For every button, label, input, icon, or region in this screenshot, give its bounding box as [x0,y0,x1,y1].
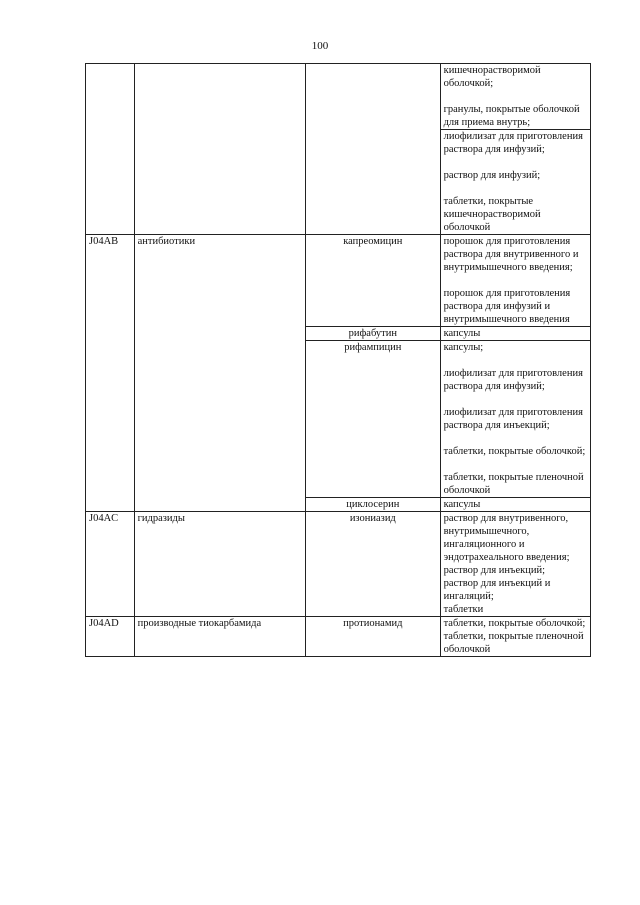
atc-code-cell: J04AB [86,235,135,512]
dosage-form: таблетки, покрытые кишечнорастворимой оболочкой [443,196,541,233]
page-number: 100 [311,40,329,52]
drug-name-cell: изониазид [306,512,441,617]
table-row [86,617,591,657]
dosage-form: капсулы [443,328,481,339]
atc-code-cell: J04AD [86,617,135,657]
dosage-form: таблетки, покрытые оболочкой; [443,618,586,629]
drug-name-cell: капреомицин [306,235,441,327]
dosage-form: таблетки, покрытые пленочной оболочкой [443,631,584,655]
group-name-cell: производные тиокарбамида [134,617,305,657]
dosage-form: капсулы [443,499,481,510]
atc-code-cell: J04AC [86,512,135,617]
drug-name-cell: рифабутин [306,327,441,341]
drug-name-cell: протионамид [306,617,441,657]
table-row [86,64,591,130]
dosage-form-cell [440,341,590,498]
dosage-form-cell [440,64,590,130]
group-name-cell: антибиотики [134,235,305,512]
dosage-form: лиофилизат для приготовления раствора для инфузий; [443,131,583,155]
dosage-form-cell [440,498,590,512]
dosage-form-cell [440,327,590,341]
atc-code-cell [86,64,135,235]
drug-name-cell [306,64,441,235]
drug-name-cell: рифампицин [306,341,441,498]
dosage-form-cell [440,130,590,235]
group-name-cell [134,64,305,235]
dosage-form: капсулы; [443,342,484,353]
dosage-form: лиофилизат для приготовления раствора для инфузий; [443,368,583,392]
dosage-form: лиофилизат для приготовления раствора для инъекций; [443,407,583,431]
table-row [86,512,591,617]
dosage-form: гранулы, покрытые оболочкой для приема внутрь; [443,104,580,128]
dosage-form-cell [440,617,590,657]
dosage-form: порошок для приготовления раствора для инфузий и внутримышечного введения [443,288,571,325]
dosage-form: раствор для инъекций; [443,565,546,576]
dosage-form-cell [440,235,590,327]
dosage-form: таблетки [443,604,484,615]
group-name-cell: гидразиды [134,512,305,617]
drug-name-cell: циклосерин [306,498,441,512]
table-row [86,235,591,327]
dosage-form: раствор для инфузий; [443,170,541,181]
dosage-form: раствор для инъекций и ингаляций; [443,578,551,602]
drug-table [85,63,591,657]
dosage-form-cell [440,512,590,617]
dosage-form: кишечнорастворимой оболочкой; [443,65,541,89]
dosage-form: таблетки, покрытые пленочной оболочкой [443,472,584,496]
dosage-form: раствор для внутривенного, внутримышечного, ингаляционного и эндотрахеального введения; [443,513,570,563]
dosage-form: таблетки, покрытые оболочкой; [443,446,586,457]
dosage-form: порошок для приготовления раствора для внутривенного и внутримышечного введения; [443,236,579,273]
